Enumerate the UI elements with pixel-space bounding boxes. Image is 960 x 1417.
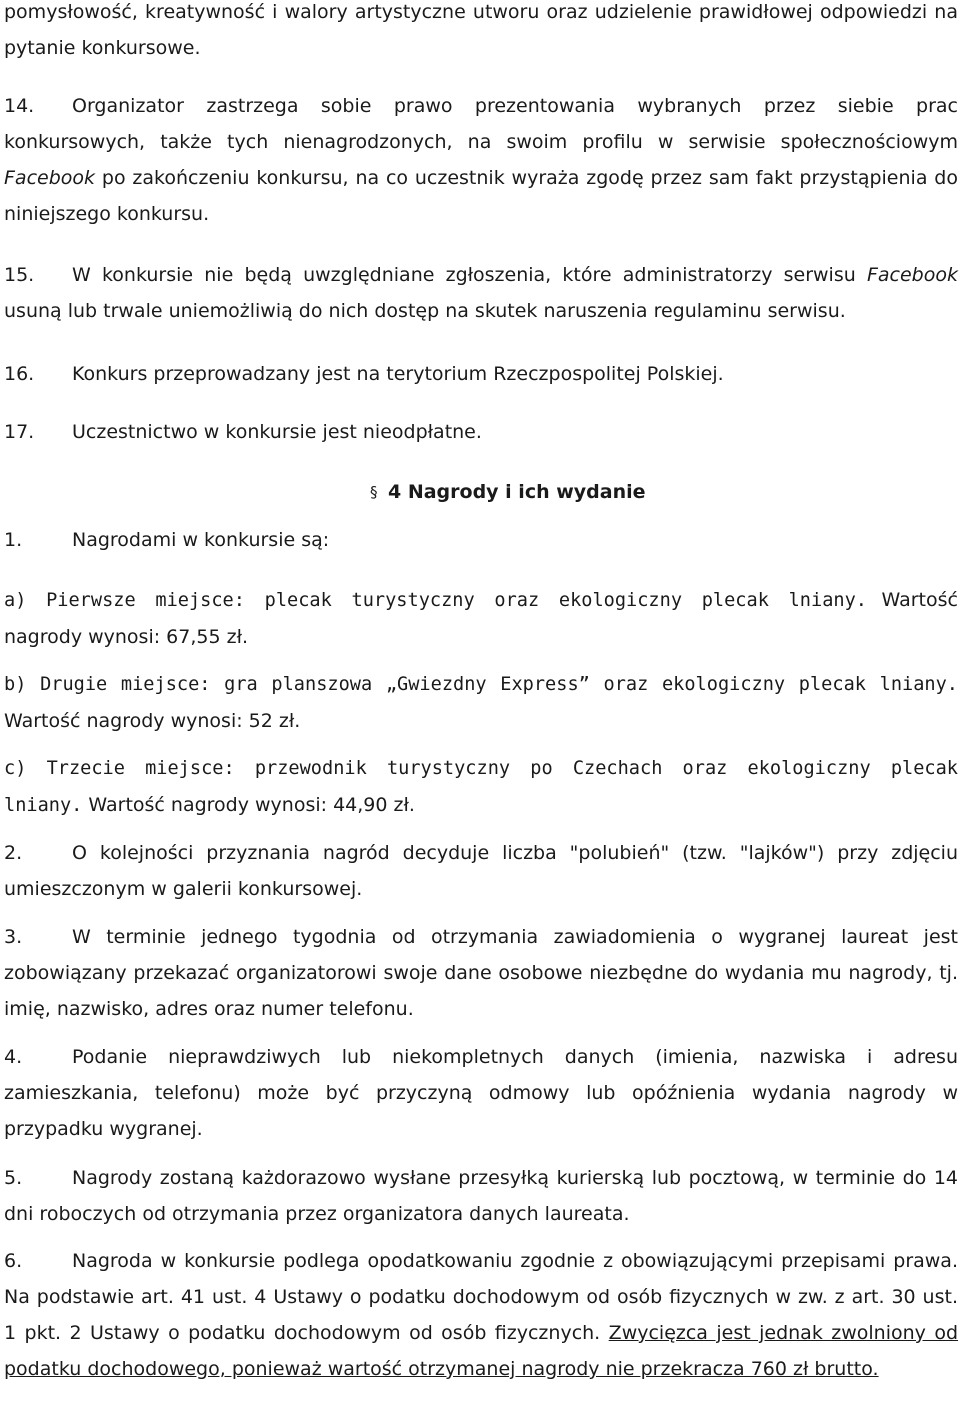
item-text: O kolejności przyznania nagród decyduje liczba "polubień" (tzw. "lajków") przy zdjęciu umieszczonym w galerii konkursowej. xyxy=(4,842,958,900)
prize-c xyxy=(4,750,958,824)
section-item-2 xyxy=(4,835,958,907)
prize-b xyxy=(4,666,958,739)
intro-paragraph xyxy=(4,0,958,66)
section-title: 4 Nagrody i ich wydanie xyxy=(388,481,646,503)
prize-c-value: Wartość nagrody wynosi: 44,90 zł. xyxy=(88,794,415,816)
paragraph-14 xyxy=(4,88,958,232)
prize-a xyxy=(4,582,958,655)
intro-text: pomysłowość, kreatywność i walory artystyczne utworu oraz udzielenie prawidłowej odpowiedzi na pytanie konkursowe. xyxy=(4,1,958,59)
item-text: W terminie jednego tygodnia od otrzymania zawiadomienia o wygranej laureat jest zobowiązany przekazać organizatorowi swoje dane osobowe niezbędne do wydania mu nagrody, tj. imię, nazwisko, adres oraz numer telefonu. xyxy=(4,926,958,1020)
paragraph-text: W konkursie nie będą uwzględniane zgłoszenia, które administratorzy serwisu xyxy=(72,264,856,286)
prize-c-description: c) Trzecie miejsce: przewodnik turystyczny po Czechach oraz ekologiczny plecak lniany. xyxy=(4,758,958,816)
paragraph-text: Organizator zastrzega sobie prawo prezentowania wybranych przez siebie prac konkursowych, także tych nienagrodzonych, na swoim profilu w serwisie społecznościowym xyxy=(4,95,958,153)
item-number: 4. xyxy=(4,1046,23,1068)
item-text: Nagrody zostaną każdorazowo wysłane przesyłką kurierską lub pocztową, w terminie do 14 dni roboczych od otrzymania przez organizatora danych laureata. xyxy=(4,1167,958,1225)
paragraph-16 xyxy=(4,356,958,392)
item-number: 1. xyxy=(4,529,23,551)
item-text: Nagrodami w konkursie są: xyxy=(72,529,330,551)
paragraph-text-continued: po zakończeniu konkursu, na co uczestnik wyraża zgodę przez sam fakt przystąpienia do niniejszego konkursu. xyxy=(4,167,958,225)
item-number: 6. xyxy=(4,1250,23,1272)
tax-exemption-note: Zwycięzca jest jednak zwolniony od podatku dochodowego, ponieważ wartość otrzymanej nagrody nie przekracza 760 zł brutto. xyxy=(4,1322,959,1380)
paragraph-text-continued: usuną lub trwale uniemożliwią do nich dostęp na skutek naruszenia regulaminu serwisu. xyxy=(4,300,846,322)
facebook-italic: Facebook xyxy=(4,167,96,189)
prize-b-value: Wartość nagrody wynosi: 52 zł. xyxy=(4,710,301,732)
section-item-1 xyxy=(4,522,958,558)
facebook-italic: Facebook xyxy=(866,264,958,286)
paragraph-17 xyxy=(4,414,958,450)
paragraph-number: 14. xyxy=(4,95,35,117)
section-item-5 xyxy=(4,1160,958,1232)
item-text: Podanie nieprawdziwych lub niekompletnych danych (imienia, nazwiska i adresu zamieszkania, telefonu) może być przyczyną odmowy lub opóźnienia wydania nagrody w przypadku wygranej. xyxy=(4,1046,958,1140)
section-item-6 xyxy=(4,1243,958,1387)
prize-a-description: a) Pierwsze miejsce: plecak turystyczny oraz ekologiczny plecak lniany. xyxy=(4,590,867,611)
prize-b-description: b) Drugie miejsce: gra planszowa „Gwiezdny Express” oraz ekologiczny plecak lniany. xyxy=(4,674,958,695)
item-text: Nagroda w konkursie podlega opodatkowaniu zgodnie z obowiązującymi przepisami prawa. Na podstawie art. 41 ust. 4 Ustawy o podatku dochodowym od osób fizycznych w zw. z art. 30 ust. 1 pkt. 2 Ustawy o podatku dochodowym od osób fizycznych. xyxy=(4,1250,958,1344)
paragraph-text: Konkurs przeprowadzany jest na terytorium Rzeczpospolitej Polskiej. xyxy=(72,363,724,385)
section-heading xyxy=(370,475,646,509)
item-number: 2. xyxy=(4,842,23,864)
item-number: 3. xyxy=(4,926,23,948)
paragraph-15 xyxy=(4,257,958,329)
paragraph-number: 15. xyxy=(4,264,35,286)
section-item-3 xyxy=(4,919,958,1027)
prize-a-value: Wartość nagrody wynosi: 67,55 zł. xyxy=(4,589,958,648)
paragraph-text: Uczestnictwo w konkursie jest nieodpłatne. xyxy=(72,421,482,443)
section-bullet-icon: § xyxy=(370,483,378,501)
item-number: 5. xyxy=(4,1167,23,1189)
paragraph-number: 16. xyxy=(4,363,35,385)
paragraph-number: 17. xyxy=(4,421,35,443)
section-item-4 xyxy=(4,1039,958,1147)
